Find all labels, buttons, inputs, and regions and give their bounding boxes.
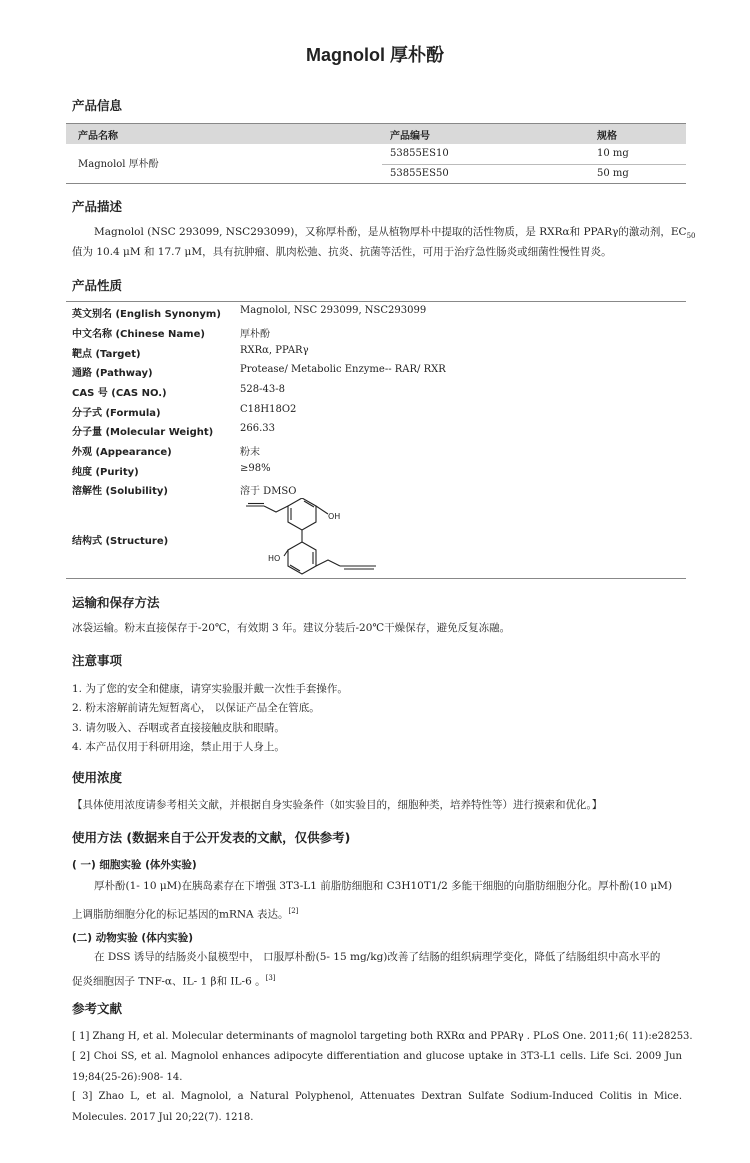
description-line-2: 值为 10.4 μM 和 17.7 μM，具有抗肿瘤、肌肉松弛、抗炎、抗菌等活性，可用于治疗急性肠炎或细菌性慢性胃炎。 [72, 246, 612, 258]
prop-label: 中文名称 (Chinese Name) [72, 329, 205, 340]
section-heading-notes: 注意事项 [72, 653, 123, 668]
divider [66, 183, 686, 184]
section-heading-description: 产品描述 [72, 199, 123, 214]
section-heading-properties: 产品性质 [72, 278, 123, 293]
animal-text-2: 促炎细胞因子 TNF-α、IL- 1 β和 IL-6 。[3] [72, 974, 276, 988]
prop-value: RXRα, PPARγ [240, 345, 309, 356]
divider [382, 164, 686, 165]
col-header-name: 产品名称 [78, 131, 118, 142]
divider [66, 578, 686, 579]
prop-label: 溶解性 (Solubility) [72, 486, 168, 497]
product-code: 53855ES10 [390, 148, 449, 159]
divider [66, 301, 686, 302]
section-heading-concentration: 使用浓度 [72, 770, 123, 785]
ring-top [288, 498, 316, 530]
description-line-1: Magnolol (NSC 293099, NSC293099)，又称厚朴酚，是从植物厚朴中提取的活性物质，是 RXRα和 PPARγ的激动剂，$EC_{50}$ [94, 226, 696, 241]
cell-text-1: 厚朴酚(1- 10 μM)在胰岛素存在下增强 3T3-L1 前脂肪细胞和 C3H10T1/2 多能干细胞的向脂肪细胞分化。厚朴酚(10 μM) [94, 880, 673, 892]
note-item: 1. 为了您的安全和健康，请穿实验服并戴一次性手套操作。 [72, 683, 348, 695]
oh-label-bottom: HO [268, 554, 281, 563]
prop-label: 分子量 (Molecular Weight) [72, 427, 214, 438]
product-table-header [66, 123, 686, 144]
prop-label: CAS 号 (CAS NO.) [72, 388, 167, 399]
prop-value: C18H18O2 [240, 404, 297, 415]
note-item: 2. 粉末溶解前请先短暂离心， 以保证产品全在管底。 [72, 702, 320, 714]
prop-label: 外观 (Appearance) [72, 447, 172, 458]
prop-value: Magnolol, NSC 293099, NSC293099 [240, 305, 427, 316]
product-name: Magnolol 厚朴酚 [78, 159, 159, 170]
storage-text: 冰袋运输。粉末直接保存于-20℃，有效期 3 年。建议分装后-20℃干燥保存，避免反复冻融。 [72, 622, 511, 634]
cell-text-2: 上调脂肪细胞分化的标记基因的mRNA 表达。[2] [72, 907, 299, 921]
col-header-spec: 规格 [597, 131, 617, 142]
section-heading-storage: 运输和保存方法 [72, 595, 160, 610]
prop-label: 通路 (Pathway) [72, 368, 153, 379]
structure-image [236, 498, 386, 578]
reference-item: [ 1] Zhang H, et al. Molecular determinants of magnolol targeting both RXRα and PPARγ . PLoS One. 2011;6( 11):e28253. [72, 1031, 693, 1042]
prop-value: 528-43-8 [240, 384, 285, 395]
animal-text-1: 在 DSS 诱导的结肠炎小鼠模型中， 口服厚朴酚(5- 15 mg/kg)改善了结肠的组织病理学变化，降低了结肠组织中高水平的 [94, 951, 661, 963]
subsection-cell: ( 一) 细胞实验 (体外实验) [72, 859, 197, 871]
subsection-animal: (二) 动物实验 (体内实验) [72, 932, 194, 944]
prop-value: 粉末 [240, 447, 260, 458]
prop-value: Protease/ Metabolic Enzyme-- RAR/ RXR [240, 364, 446, 375]
section-heading-product-info: 产品信息 [72, 98, 123, 113]
product-code: 53855ES50 [390, 168, 449, 179]
prop-value: 266.33 [240, 423, 275, 434]
ring-bottom [288, 542, 316, 574]
section-heading-usage: 使用方法 (数据来自于公开发表的文献，仅供参考) [72, 830, 351, 845]
note-item: 3. 请勿吸入、吞咽或者直接接触皮肤和眼睛。 [72, 722, 285, 734]
reference-item: [ 3] Zhao L, et al. Magnolol, a Natural Polyphenol, Attenuates Dextran Sulfate Sodium-Induced Colitis in Mice. Molecules. 2017 Jul 20;22(7). 1218. [72, 1091, 682, 1123]
section-heading-references: 参考文献 [72, 1001, 123, 1016]
col-header-code: 产品编号 [390, 131, 430, 142]
prop-label: 分子式 (Formula) [72, 408, 161, 419]
prop-value: ≥98% [240, 463, 271, 474]
note-item: 4. 本产品仅用于科研用途，禁止用于人身上。 [72, 741, 285, 753]
product-spec: 10 mg [597, 148, 629, 159]
product-spec: 50 mg [597, 168, 629, 179]
prop-label: 纯度 (Purity) [72, 467, 139, 478]
concentration-text: 【具体使用浓度请参考相关文献，并根据自身实验条件（如实验目的，细胞种类，培养特性等）进行摸索和优化。】 [72, 799, 603, 811]
reference-item: [ 2] Choi SS, et al. Magnolol enhances adipocyte differentiation and glucose uptake in 3T3-L1 cells. Life Sci. 2009 Jun 19;84(25-26):908- 14. [72, 1051, 682, 1083]
prop-label: 靶点 (Target) [72, 349, 141, 360]
prop-label: 英文别名 (English Synonym) [72, 309, 221, 320]
prop-label: 结构式 (Structure) [72, 536, 169, 547]
prop-value: 厚朴酚 [240, 329, 270, 340]
page-title: Magnolol 厚朴酚 [306, 45, 444, 65]
prop-value: 溶于 DMSO [240, 486, 297, 497]
oh-label-top: OH [328, 512, 341, 521]
